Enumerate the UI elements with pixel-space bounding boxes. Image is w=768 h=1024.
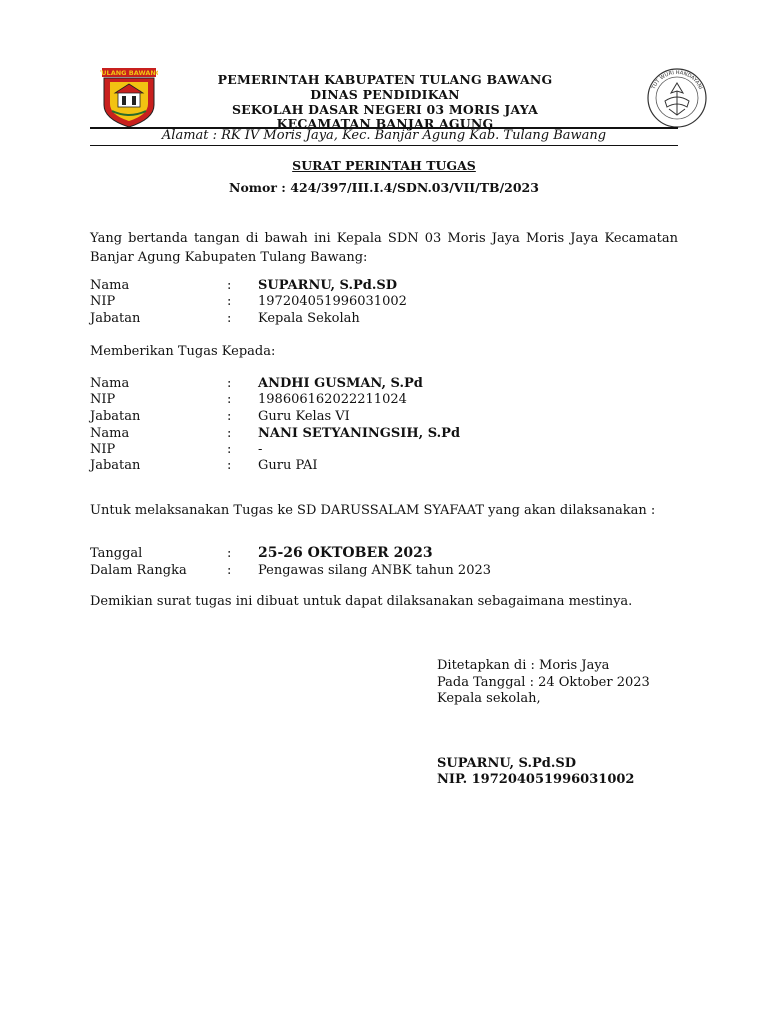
purpose-paragraph: Untuk melaksanakan Tugas ke SD DARUSSALAM SYAFAAT yang akan dilaksanakan : [90,503,656,518]
letter-number: Nomor : 424/397/III.I.4/SDN.03/VII/TB/2023 [229,180,539,195]
assignee-1-position-value: Guru Kelas VI [258,409,350,424]
assignee-1-nip-value: 198606162022211024 [258,392,407,407]
header-department: DINAS PENDIDIKAN [310,87,460,102]
signer-position-colon: : [227,311,232,326]
assignee-2-name-label: Nama [90,426,130,441]
signer-nip-value: 197204051996031002 [258,294,407,309]
date-colon: : [227,546,232,561]
tut-wuri-handayani-logo [641,67,713,129]
assign-text: Memberikan Tugas Kepada: [90,344,276,359]
logo-left-text: TULANG BAWANG [100,69,158,77]
date-value: 25-26 OKTOBER 2023 [258,545,433,561]
signer-name-value: SUPARNU, S.Pd.SD [258,278,398,293]
signer-nip-colon: : [227,294,232,309]
purpose-colon: : [227,563,232,578]
header-address: Alamat : RK IV Moris Jaya, Kec. Banjar Agung Kab. Tulang Bawang [161,128,607,143]
letter-title [0,158,768,173]
date-label: Tanggal [90,546,143,561]
closing-paragraph: Demikian surat tugas ini dibuat untuk dapat dilaksanakan sebagaimana mestinya. [90,594,633,609]
assignee-2-name-value: NANI SETYANINGSIH, S.Pd [258,426,461,441]
signer-name-label: Nama [90,278,130,293]
purpose-label: Dalam Rangka [90,563,187,578]
intro-paragraph: Yang bertanda tangan di bawah ini Kepala SDN 03 Moris Jaya Moris Jaya Kecamatan Banjar Agung Kabupaten Tulang Bawang: [90,231,678,265]
header-rule-bottom [90,145,678,146]
assignee-1-nip-label: NIP [90,392,116,407]
signature-place: Ditetapkan di : Moris Jaya [437,658,610,673]
signature-position: Kepala sekolah, [437,691,541,706]
logo-right-text: TUT WURI HANDAYANI [650,69,704,91]
assignee-2-nip-colon: : [227,442,232,457]
header-district: KECAMATAN BANJAR AGUNG [276,116,494,131]
letter-title-text: SURAT PERINTAH TUGAS [292,158,476,173]
signer-position-label: Jabatan [90,311,141,326]
assignee-1-name-value: ANDHI GUSMAN, S.Pd [258,376,423,391]
assignee-1-position-label: Jabatan [90,409,141,424]
assignee-1-name-label: Nama [90,376,130,391]
signature-name: SUPARNU, S.Pd.SD [437,756,577,771]
assignee-1-name-colon: : [227,376,232,391]
assignee-2-position-value: Guru PAI [258,458,318,473]
signature-date: Pada Tanggal : 24 Oktober 2023 [437,675,650,690]
assignee-1-position-colon: : [227,409,232,424]
signature-nip: NIP. 197204051996031002 [437,772,635,787]
signer-name-colon: : [227,278,232,293]
assignee-2-name-colon: : [227,426,232,441]
assignee-2-position-colon: : [227,458,232,473]
assignee-2-nip-label: NIP [90,442,116,457]
signer-position-value: Kepala Sekolah [258,311,360,326]
signer-nip-label: NIP [90,294,116,309]
assignee-1-nip-colon: : [227,392,232,407]
assignee-2-position-label: Jabatan [90,458,141,473]
header-government: PEMERINTAH KABUPATEN TULANG BAWANG [217,72,553,87]
assignee-2-nip-value: - [258,442,263,457]
purpose-value: Pengawas silang ANBK tahun 2023 [258,563,492,578]
header-school: SEKOLAH DASAR NEGERI 03 MORIS JAYA [231,102,539,117]
